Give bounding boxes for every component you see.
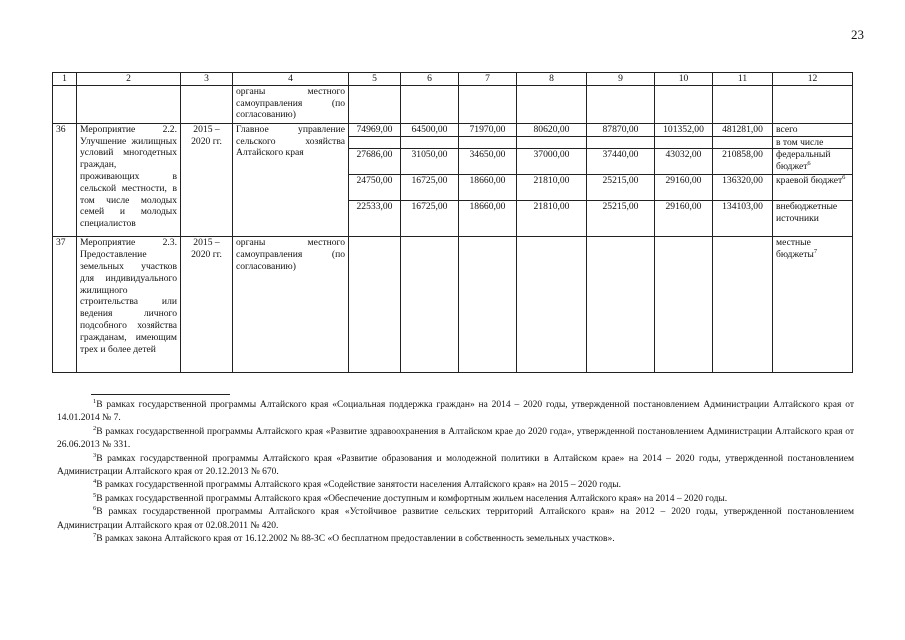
value-cell: 134103,00: [713, 201, 773, 237]
value-cell: 64500,00: [401, 123, 459, 136]
footnote-mark: 7: [813, 248, 818, 255]
executor-cell: органы местного самоуправления (по согласованию): [233, 237, 349, 373]
column-number: 7: [459, 73, 517, 86]
value-cell: 29160,00: [655, 201, 713, 237]
column-number: 8: [517, 73, 587, 86]
executor-cell: органы местного самоуправления (по согласованию): [233, 85, 349, 123]
value-cell: 74969,00: [349, 123, 401, 136]
value-cell: 80620,00: [517, 123, 587, 136]
value-cell: 34650,00: [459, 149, 517, 175]
page-number: 23: [851, 27, 864, 42]
footnote-mark: 6: [842, 174, 846, 182]
value-cell: 136320,00: [713, 175, 773, 201]
value-cell: 18660,00: [459, 201, 517, 237]
column-number: 3: [181, 73, 233, 86]
value-cell: 27686,00: [349, 149, 401, 175]
column-number: 10: [655, 73, 713, 86]
value-cell: 71970,00: [459, 123, 517, 136]
value-cell: 21810,00: [517, 201, 587, 237]
activity-name: Мероприятие 2.2. Улучшение жилищных условий многодетных граждан, проживающих в сельской местности, в том числе молодых семей и молодых специалистов: [77, 123, 181, 237]
value-cell: 16725,00: [401, 201, 459, 237]
funding-source: краевой бюджет$^6$: [773, 175, 853, 201]
column-number: 1: [53, 73, 77, 86]
funding-source: всего: [773, 123, 853, 136]
period-cell: 2015 – 2020 гг.: [181, 237, 233, 373]
row-number: 36: [53, 123, 77, 237]
value-cell: 25215,00: [587, 201, 655, 237]
executor-cell: Главное управление сельского хозяйства Алтайского края: [233, 123, 349, 237]
value-cell: 37440,00: [587, 149, 655, 175]
footnotes: [57, 399, 854, 546]
footnote: $^1$В рамках государственной программы Алтайского края «Социальная поддержка граждан» на 2014 – 2020 годы, утвержденной постановлением Администрации Алтайского края от 14.01.2014 № 7.: [57, 397, 854, 424]
value-cell: 22533,00: [349, 201, 401, 237]
funding-source: федеральный бюджет$^6$: [773, 149, 853, 175]
value-cell: 43032,00: [655, 149, 713, 175]
footnote: $^3$В рамках государственной программы Алтайского края «Развитие образования и молодежной политики в Алтайском крае» на 2014 – 2020 годы, утвержденной постановлением Администрации Алтайского края от 20.12.2013 № 670.: [57, 451, 854, 478]
value-cell: 101352,00: [655, 123, 713, 136]
column-number: 9: [587, 73, 655, 86]
value-cell: 481281,00: [713, 123, 773, 136]
footnote-mark: 6: [807, 160, 811, 167]
value-cell: 25215,00: [587, 175, 655, 201]
value-cell: 37000,00: [517, 149, 587, 175]
footnote: $^5$В рамках государственной программы Алтайского края «Обеспечение доступным и комфортным жильем населения Алтайского края» на 2014 – 2020 годы.: [93, 491, 728, 504]
program-activities-table: [52, 72, 853, 373]
column-number: 6: [401, 73, 459, 86]
value-cell: 87870,00: [587, 123, 655, 136]
column-number: 2: [77, 73, 181, 86]
funding-source: местные бюджеты$^7$: [773, 237, 853, 373]
period-cell: 2015 – 2020 гг.: [181, 123, 233, 237]
footnote: $^6$В рамках государственной программы Алтайского края «Устойчивое развитие сельских территорий Алтайского края» на 2012 – 2020 годы, утвержденной постановлением Администрации Алтайского края от 02.08.2011 № 420.: [57, 505, 854, 531]
column-number: 4: [233, 73, 349, 86]
column-number: 11: [713, 73, 773, 86]
funding-source: внебюджетные источники: [773, 201, 853, 237]
value-cell: 24750,00: [349, 175, 401, 201]
footnote: $^2$В рамках государственной программы Алтайского края «Развитие здравоохранения в Алтайском крае до 2020 года», утвержденной постановлением Администрации Алтайского края от 26.06.2013 № 331.: [57, 424, 854, 451]
value-cell: 29160,00: [655, 175, 713, 201]
value-cell: 18660,00: [459, 175, 517, 201]
column-number: 5: [349, 73, 401, 86]
funding-source: в том числе: [773, 136, 853, 149]
column-number-row: [53, 73, 853, 86]
activity-name: Мероприятие 2.3. Предоставление земельных участков для индивидуального жилищного строительства или ведения личного подсобного хозяйства гражданам, имеющим трех и более детей: [77, 237, 181, 373]
row-number: 37: [53, 237, 77, 373]
footnote: $^4$В рамках государственной программы Алтайского края «Содействие занятости населения Алтайского края» на 2015 – 2020 годы.: [93, 478, 622, 491]
footnote: $^7$В рамках закона Алтайского края от 16.12.2002 № 88-ЗС «О бесплатном предоставлении в собственность земельных участков».: [93, 531, 615, 545]
table-row-36-total: [53, 123, 853, 136]
table-row-37: [53, 237, 853, 373]
continuation-row: [53, 85, 853, 123]
column-number: 12: [773, 73, 853, 86]
value-cell: 31050,00: [401, 149, 459, 175]
footnote-separator: [91, 394, 230, 395]
value-cell: 21810,00: [517, 175, 587, 201]
value-cell: 210858,00: [713, 149, 773, 175]
value-cell: 16725,00: [401, 175, 459, 201]
